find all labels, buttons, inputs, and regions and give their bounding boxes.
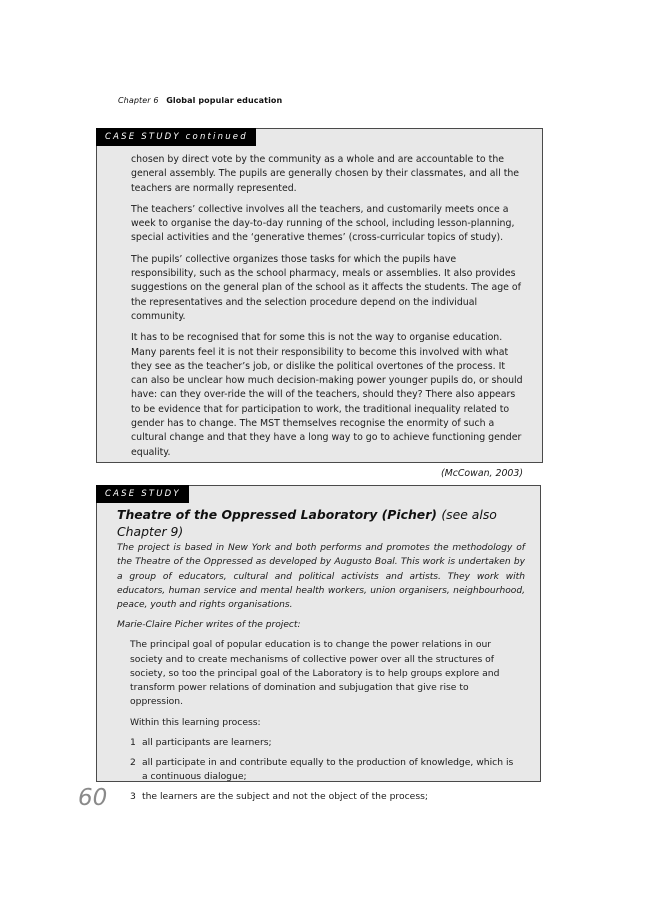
list-item-number: 1 (130, 736, 136, 748)
list-item-number: 3 (130, 791, 136, 803)
case-study-body (117, 506, 525, 811)
see-also-reference: (see also Chapter 9) (117, 507, 497, 539)
case-study-title (117, 506, 525, 540)
case-study-label: CASE STUDY (96, 485, 189, 503)
citation: (McCowan, 2003) (440, 467, 523, 479)
list-item (130, 790, 520, 804)
running-head (118, 96, 282, 105)
case-study-continued-body (131, 153, 523, 481)
page-number: 60 (78, 785, 108, 811)
paragraph: The pupils’ collective organizes those tasks for which the pupils have responsibility, such as the school pharmacy, meals or assemblies. It also provides suggestions on the general plan of the school as it affects the students. The age of the representatives and the selection procedure depend on the individual community. (131, 253, 521, 322)
numbered-list (130, 736, 520, 805)
quote-attribution: Marie-Claire Picher writes of the project: (117, 620, 301, 631)
quote-paragraph: The principal goal of popular education is to change the power relations in our society and to create mechanisms of collective power over all the structures of society, so too the principal goal of the Laboratory is to help groups explore and transform power relations of domination and subjugation that give rise to oppression. (130, 639, 500, 708)
list-item (130, 736, 520, 750)
list-item-text: all participate in and contribute equally to the production of knowledge, which is a continuous dialogue; (142, 756, 514, 783)
list-item (130, 756, 520, 784)
list-item-number: 2 (130, 756, 136, 768)
case-study-title-main: Theatre of the Oppressed Laboratory (Picher) (117, 507, 437, 522)
paragraph: The teachers’ collective involves all the teachers, and customarily meets once a week to organise the day-to-day running of the school, including lesson-planning, special activities and the ‘generative themes’ (cross-curricular topics of study). (131, 203, 515, 244)
case-study-box (96, 485, 541, 803)
paragraph: chosen by direct vote by the community as a whole and are accountable to the general assembly. The pupils are generally chosen by their classmates, and all the teachers are normally represented. (131, 154, 520, 194)
list-item-text: all participants are learners; (142, 736, 272, 748)
block-quote (130, 638, 520, 804)
case-study-continued-label: CASE STUDY continued (96, 128, 256, 146)
chapter-title: Global popular education (166, 96, 283, 105)
case-study-continued-box (96, 128, 543, 479)
list-item-text: the learners are the subject and not the object of the process; (142, 791, 428, 803)
quote-paragraph: Within this learning process: (130, 716, 261, 728)
chapter-number: Chapter 6 (118, 96, 159, 105)
case-study-intro: The project is based in New York and both performs and promotes the methodology of the Theatre of the Oppressed as developed by Augusto Boal. This work is undertaken by a group of educators, cultural and political activists and artists. They work with educators, human service and mental health workers, union organisers, neighbourhood, peace, youth and rights organisations. (117, 543, 525, 611)
paragraph: It has to be recognised that for some this is not the way to organise education. Many parents feel it is not their responsibility to become this involved with what they see as the teacher’s job, or dislike the political overtones of the process. It can also be unclear how much decision-making power younger pupils do, or should have: can they over-ride the will of the teachers, should they? There also appears to be evidence that for participation to work, the traditional inequality related to gender has to change. The MST themselves recognise the enormity of such a cultural change and that they have a long way to go to achieve functioning gender equality. (131, 332, 523, 458)
